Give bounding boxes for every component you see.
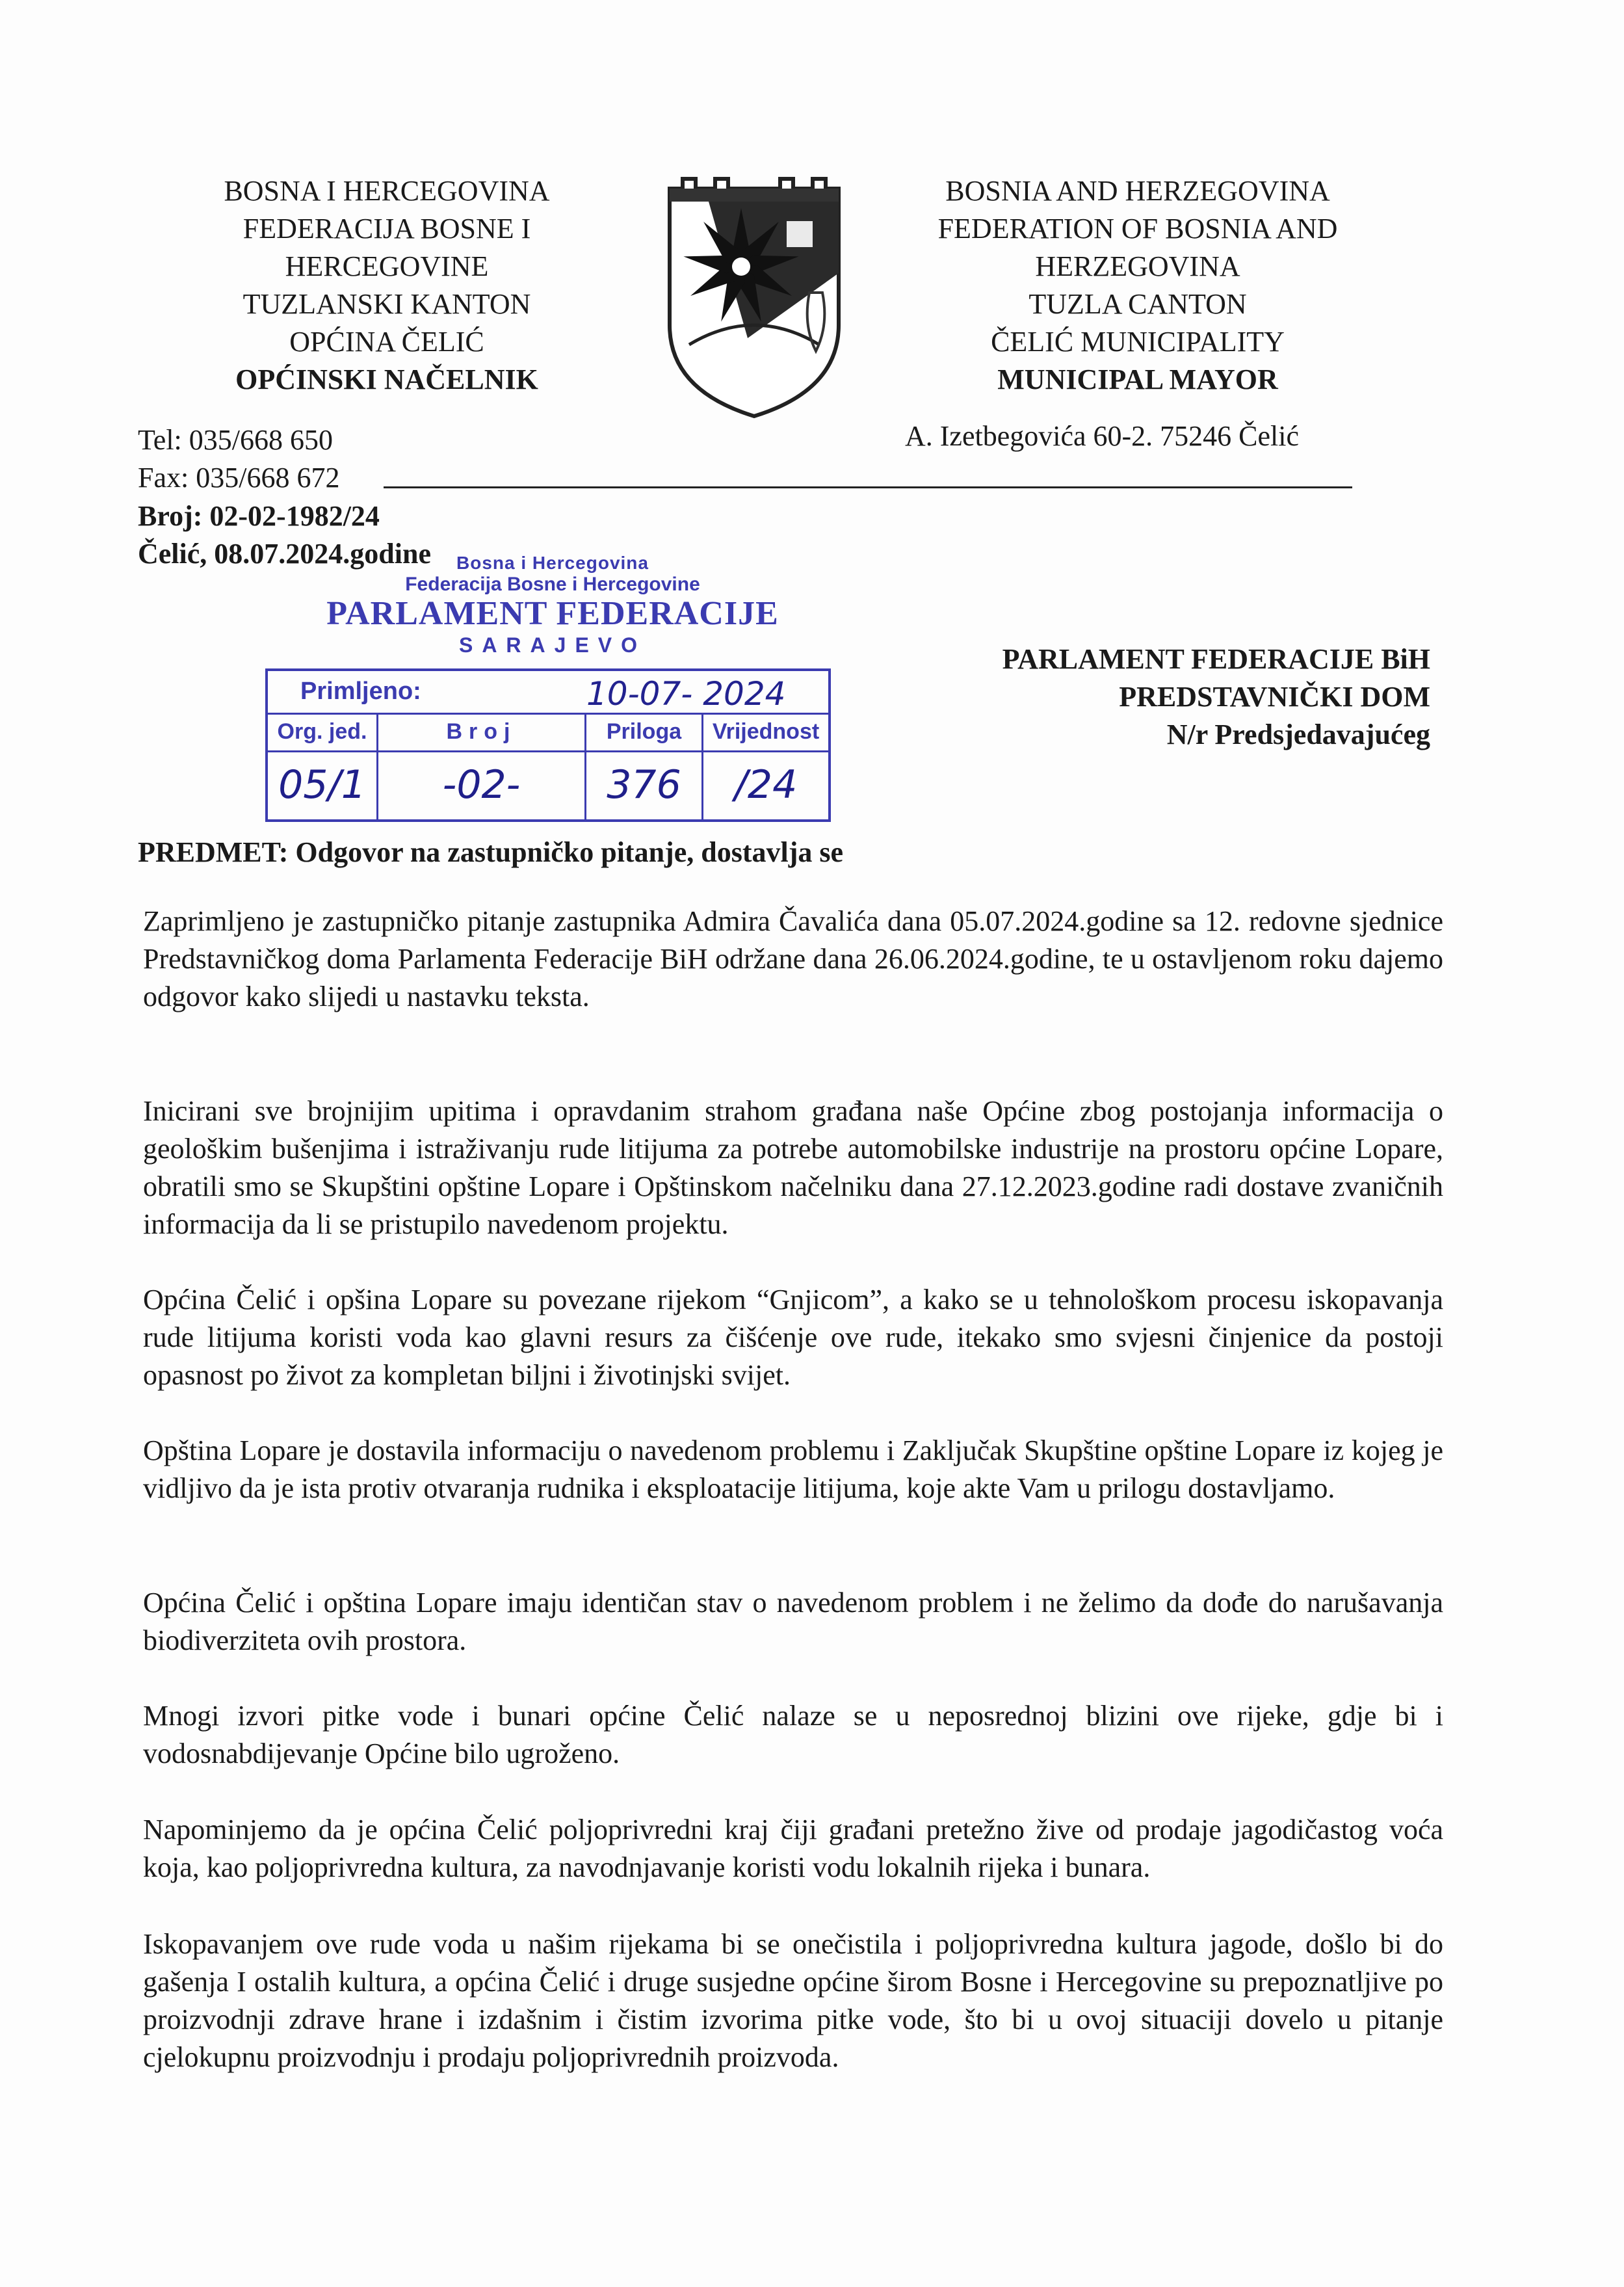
stamp-val-org: 05/1: [268, 750, 378, 819]
header-right-line: ČELIĆ MUNICIPALITY: [991, 326, 1285, 358]
header-left-line: TUZLANSKI KANTON: [242, 288, 531, 320]
recipient-line: N/r Predsjedavajućeg: [1166, 719, 1430, 750]
stamp-val-priloga: 376: [586, 750, 703, 819]
body-paragraph: Napominjemo da je općina Čelić poljoprivredni kraj čiji građani pretežno žive od prodaje jagodičastog voća koja, kao poljoprivredna kultura, za navodnjavanje koristi vodu lokalnih rijeka i bunara.: [143, 1814, 1443, 1883]
recipient-line: PARLAMENT FEDERACIJE BiH: [1002, 643, 1430, 675]
stamp-col-broj: Broj: [378, 713, 586, 750]
header-left-line: OPĆINSKI NAČELNIK: [235, 364, 538, 395]
body-paragraph: Inicirani sve brojnijim upitima i opravdanim strahom građana naše Općine zbog postojanja informacija o geološkim bušenjima i istraživanju rude litijuma za potrebe automobilske industrije na prostoru općine Lopare, obratili smo se Skupštini opštine Lopare i Opštinskom načelniku dana 27.12.2023.godine radi dostave zvaničnih informacija da li se pristupilo navedenom projektu.: [143, 1095, 1443, 1240]
stamp-line: Bosna i Hercegovina: [456, 553, 649, 573]
body-paragraph: Opština Lopare je dostavila informaciju o navedenom problemu i Zaključak Skupštine opštine Lopare iz kojeg je vidljivo da je ista protiv otvaranja rudnika i eksploatacije litijuma, koje akte Vam u prilogu dostavljamo.: [143, 1434, 1443, 1504]
stamp-header-row: [268, 713, 828, 752]
municipality-crest-icon: [657, 176, 852, 423]
header-left: [163, 172, 611, 399]
telephone: Tel: 035/668 650: [138, 424, 334, 456]
stamp-received-row: [268, 671, 828, 715]
stamp-received-value: 10-07- 2024: [586, 675, 786, 713]
header-left-line: OPĆINA ČELIĆ: [289, 326, 484, 358]
body-paragraph: Iskopavanjem ove rude voda u našim rijekama bi se onečistila i poljoprivredna kultura jagode, došlo bi do gašenja I ostalih kultura, a općina Čelić i druge susjedne općine širom Bosne i Hercegovine su prepoznatljive po proizvodnji zdrave hrane i izdašnim i čistim izvorima pitke vode, što bi u ovoj situaciji dovelo u pitanje cjelokupnu proizvodnju i prodaju poljoprivrednih proizvoda.: [143, 1928, 1443, 2073]
stamp-line: SARAJEVO: [458, 633, 647, 657]
recipient-line: PREDSTAVNIČKI DOM: [1119, 681, 1430, 713]
stamp-line: Federacija Bosne i Hercegovine: [405, 574, 700, 595]
fax: Fax: 035/668 672: [138, 462, 340, 494]
header-right-line: MUNICIPAL MAYOR: [997, 364, 1278, 395]
stamp-col-priloga: Priloga: [586, 713, 703, 750]
body-paragraph: Općina Čelić i opština Lopare imaju identičan stav o navedenom problem i ne želimo da dođe do narušavanja biodiverziteta ovih prostora.: [143, 1587, 1443, 1656]
stamp-col-vrijednost: Vrijednost: [712, 719, 820, 744]
stamp-line: PARLAMENT FEDERACIJE: [326, 595, 779, 632]
stamp-values-row: [268, 750, 828, 819]
stamp-col-org: Org. jed.: [268, 713, 378, 750]
header-divider: [384, 486, 1352, 488]
parliament-stamp-header: [319, 553, 787, 658]
received-stamp: [265, 668, 831, 822]
reference-number: Broj: 02-02-1982/24: [138, 500, 380, 532]
recipient-block: [1002, 641, 1430, 754]
stamp-received-label: Primljeno:: [300, 678, 421, 705]
header-left-line: BOSNA I HERCEGOVINA: [224, 175, 550, 207]
body-paragraph: Mnogi izvori pitke vode i bunari općine Čelić nalaze se u neposrednoj blizini ove rijeke, gdje bi i vodosnabdijevanje Općine bilo ugroženo.: [143, 1700, 1443, 1769]
address: A. Izetbegovića 60-2. 75246 Čelić: [905, 420, 1300, 452]
header-right-line: BOSNIA AND HERZEGOVINA: [945, 175, 1330, 207]
stamp-val-broj: -02-: [378, 750, 586, 819]
header-right-line: FEDERATION OF BOSNIA AND: [937, 213, 1338, 245]
place-date: Čelić, 08.07.2024.godine: [138, 538, 431, 570]
contact-block: [138, 421, 339, 497]
header-left-line: FEDERACIJA BOSNE I: [242, 213, 531, 245]
header-right-line: TUZLA CANTON: [1028, 288, 1247, 320]
subject-line: PREDMET: Odgovor na zastupničko pitanje, dostavlja se: [138, 836, 844, 868]
header-right-line: HERZEGOVINA: [1035, 250, 1240, 282]
header-right: [884, 172, 1391, 399]
body-paragraph: Zaprimljeno je zastupničko pitanje zastupnika Admira Čavalića dana 05.07.2024.godine sa 12. redovne sjednice Predstavničkog doma Parlamenta Federacije BiH održane dana 26.06.2024.godine, te u ostavljenom roku dajemo odgovor kako slijedi u nastavku teksta.: [143, 905, 1443, 1012]
stamp-val-vrijednost: /24: [734, 762, 798, 808]
body-paragraph: Općina Čelić i opšina Lopare su povezane rijekom “Gnjicom”, a kako se u tehnološkom procesu iskopavanja rude litijuma koristi voda kao glavni resurs za čišćenje ove rude, itekako smo svjesni činjenice da postoji opasnost po život za kompletan biljni i životinjski svijet.: [143, 1284, 1443, 1391]
header-left-line: HERCEGOVINE: [285, 250, 489, 282]
